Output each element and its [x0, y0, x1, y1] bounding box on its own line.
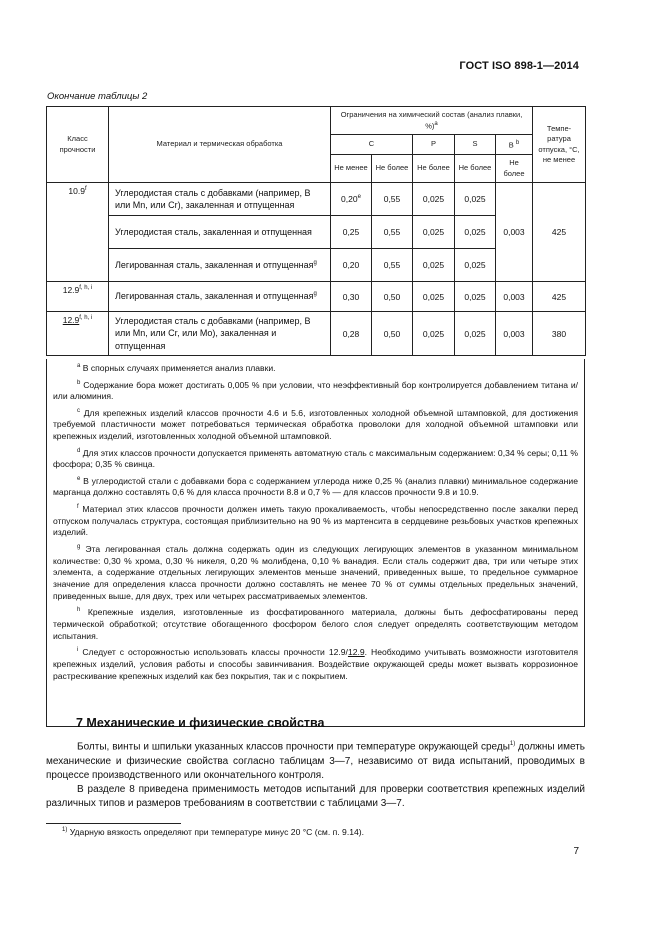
header-limits: Ограничения на химический состав (анализ плавки, %)$^a$	[331, 107, 533, 135]
note-b: $^b$ Содержание бора может достигать 0,005 % при условии, что неэффективный бор контролируется добавлением титана и/или алюминия.	[53, 379, 579, 402]
header-class: Класс прочности	[47, 107, 109, 183]
note-c: $^c$ Для крепежных изделий классов прочности 4.6 и 5.6, изготовленных холодной объемной штамповкой, для достижения требуемой пластичности может потребоваться термическая обработка проволоки для холодной объемной штамповки или крепежных изделий, изготовленных холодной объемной штамповкой.	[53, 407, 578, 442]
c-min-cell: 0,20	[331, 249, 372, 282]
note-e: $^e$ В углеродистой стали с добавками бора с содержанием углерода ниже 0,25 % (анализ плавки) минимальное содержание марганца должно составлять 0,6 % для класса прочности 8.8 и 0,7 % — для классов прочности 9.8 и 10.9.	[53, 475, 578, 498]
table-row	[47, 183, 586, 216]
s-cell: 0,025	[455, 249, 496, 282]
footnote-divider	[46, 823, 181, 824]
note-f: $^f$ Материал этих классов прочности должен иметь такую прокаливаемость, чтобы непосредственно после закалки перед отпуском получалась структура, состоящая приблизительно на 90 % из мартенсита в сердцевине резьбовых участков крепежных изделий.	[53, 504, 578, 538]
s-cell: 0,025	[455, 312, 496, 356]
header-c-max: Не более	[372, 155, 413, 183]
note-i: $^i$ Следует с осторожностью использовать классы прочности 12.9/12.9. Необходимо учитывать возможности изготовителя крепежных изделий, условия работы и способы завинчивания. Воздействие окружающей среды может вызвать коррозионное растрескивание крепежных изделий как без покрытия, так и с покрытием.	[53, 647, 579, 681]
p-cell: 0,025	[413, 312, 455, 356]
header-p-max: Не более	[413, 155, 455, 183]
note-g: $^g$ Эта легированная сталь должна содержать один из следующих легирующих элементов в указанном минимальном количестве: 0,30 % хрома, 0,30 % никеля, 0,20 % молибдена, 0,10 % ванадия. Если сталь содержит два, три или четыре этих элемента, а содержание отдельных легирующих элементов меньше значений, приведенных выше, то предельное суммарное значение для определения класса прочности должно составлять не менее 70 % от суммы отдельных предельных значений, приведенных выше, для двух, трех или четырех рассматриваемых элементов.	[53, 543, 578, 601]
p-cell: 0,025	[413, 249, 455, 282]
p-cell: 0,025	[413, 282, 455, 312]
note-h: $^h$ Крепежные изделия, изготовленные из фосфатированного материала, должны быть дефосфатированы перед термической обработкой; отсутствие обогащенного фосфором белого слоя следует определять соответствующим методом испытания.	[53, 607, 578, 641]
table-notes	[46, 359, 585, 727]
temp-cell: 380	[533, 312, 586, 356]
header-s-max: Не более	[455, 155, 496, 183]
c-max-cell: 0,55	[372, 216, 413, 249]
paragraph: Болты, винты и шпильки указанных классов прочности при температуре окружающей среды$^{1)}$ должны иметь механические и физические свойства согласно таблицам 3—7, независимо от вида испытаний, проводимых в процессе производственного или окончательного контроля.	[46, 741, 585, 781]
header-s: S	[455, 135, 496, 155]
material-cell: Легированная сталь, закаленная и отпущенная$^g$	[109, 282, 331, 312]
c-max-cell: 0,50	[372, 282, 413, 312]
page-number: 7	[573, 846, 579, 857]
header-b-max: Не более	[496, 155, 533, 183]
p-cell: 0,025	[413, 216, 455, 249]
p-cell: 0,025	[413, 183, 455, 216]
s-cell: 0,025	[455, 282, 496, 312]
c-min-cell: 0,28	[331, 312, 372, 356]
c-min-cell: 0,25	[331, 216, 372, 249]
header-b: B $^b$	[496, 135, 533, 155]
c-min-cell: 0,20e	[331, 183, 372, 216]
note-a: $^a$ В спорных случаях применяется анализ плавки.	[77, 362, 276, 373]
section-title: 7 Механические и физические свойства	[76, 716, 325, 730]
header-temperature: Темпе-ратура отпуска, °С, не менее	[533, 107, 586, 183]
table-caption: Окончание таблицы 2	[47, 91, 148, 102]
table-row	[47, 312, 586, 356]
header-p: P	[413, 135, 455, 155]
class-cell: 12.9$^{f, h, i}$	[47, 312, 109, 356]
document-id: ГОСТ ISO 898-1—2014	[459, 60, 579, 72]
temp-cell: 425	[533, 282, 586, 312]
section-body	[46, 740, 585, 811]
b-cell: 0,003	[496, 282, 533, 312]
s-cell: 0,025	[455, 183, 496, 216]
c-max-cell: 0,55	[372, 183, 413, 216]
class-cell: 12.9$^{f, h, i}$	[47, 282, 109, 312]
header-material: Материал и термическая обработка	[109, 107, 331, 183]
chemical-composition-table	[46, 106, 586, 356]
paragraph: В разделе 8 приведена применимость методов испытаний для проверки соответствия крепежных изделий различных типов и размеров требованиям в соответствии с таблицами 3—7.	[46, 783, 585, 810]
footnote: $^{1)}$ Ударную вязкость определяют при температуре минус 20 °С (см. п. 9.14).	[62, 827, 365, 837]
note-d: $^d$ Для этих классов прочности допускается применять автоматную сталь с максимальным содержанием: 0,34 % серы; 0,11 % фосфора; 0,35 % свинца.	[53, 447, 578, 470]
table-row	[47, 282, 586, 312]
header-c-min: Не менее	[331, 155, 372, 183]
b-cell: 0,003	[496, 312, 533, 356]
material-cell: Легированная сталь, закаленная и отпущенная$^g$	[109, 249, 331, 282]
c-max-cell: 0,50	[372, 312, 413, 356]
c-max-cell: 0,55	[372, 249, 413, 282]
s-cell: 0,025	[455, 216, 496, 249]
b-cell: 0,003	[496, 183, 533, 282]
header-c: C	[331, 135, 413, 155]
class-cell: 10.9$^f$	[47, 183, 109, 282]
c-min-cell: 0,30	[331, 282, 372, 312]
temp-cell: 425	[533, 183, 586, 282]
material-cell: Углеродистая сталь с добавками (например, B или Mn, или Cr, или Mo), закаленная и отпущенная	[109, 312, 331, 356]
material-cell: Углеродистая сталь, закаленная и отпущенная	[109, 216, 331, 249]
material-cell: Углеродистая сталь с добавками (например, B или Mn, или Cr), закаленная и отпущенная	[109, 183, 331, 216]
